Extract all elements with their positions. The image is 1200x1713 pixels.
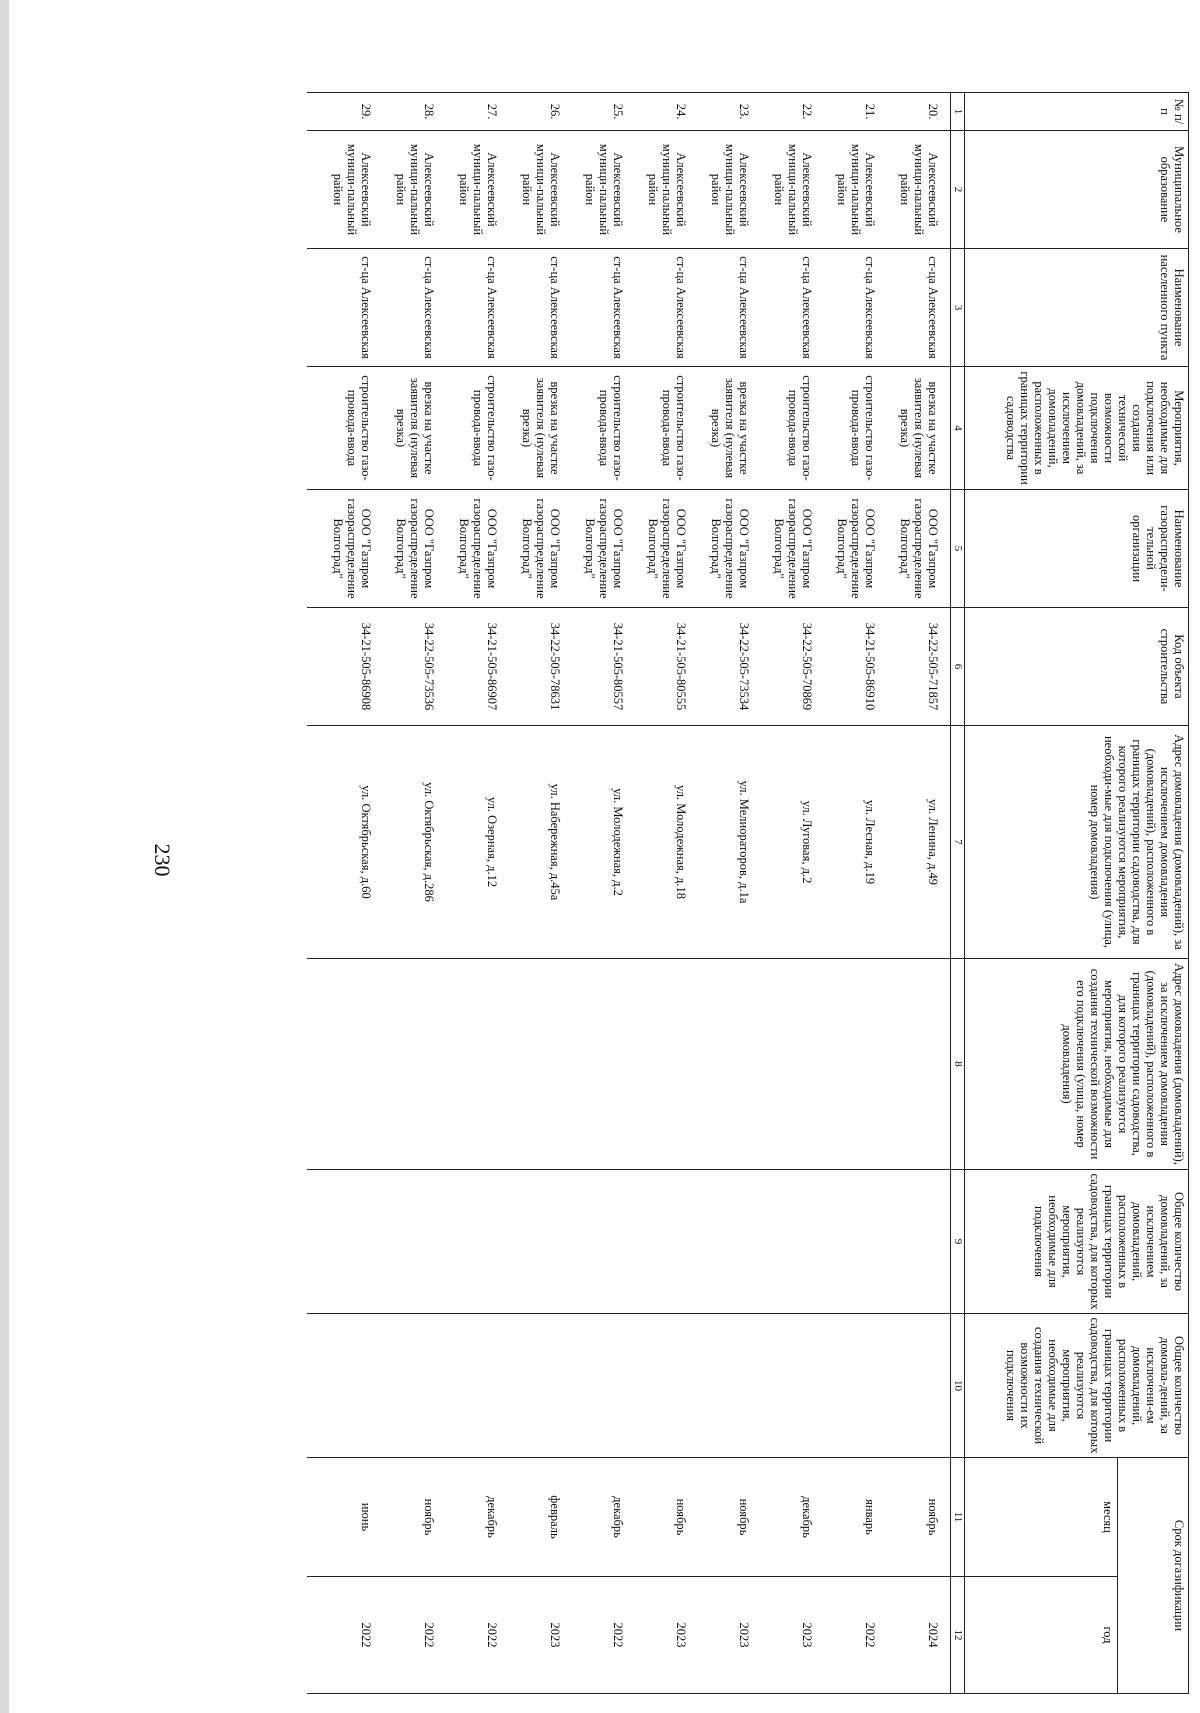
address-technical-cell [509, 959, 572, 1170]
row-number-cell: 25. [572, 93, 635, 131]
gas-distribution-org-cell: ООО "Газпром газораспределение Волгоград" [698, 490, 761, 608]
gas-distribution-org-cell: ООО "Газпром газораспределение Волгоград" [509, 490, 572, 608]
settlement-cell: ст-ца Алексеевская [887, 249, 951, 367]
municipality-cell: Алексеевский муници-пальный район [887, 131, 951, 249]
column-number: 2 [951, 131, 965, 249]
header-cell: Общее количество домовла-дений, за исключени-ем домовладений, расположенных в границах территории садоводства, для которых реализуются мероприятия, необходимые для создания технической возможности их подключения [965, 1314, 1189, 1458]
measure-cell: строительство газо-провода-ввода [307, 367, 383, 490]
address-connection-cell: ул. Лесная, д.19 [824, 726, 887, 959]
count-technical-cell [509, 1314, 572, 1458]
header-cell-year: год [965, 1577, 1118, 1694]
settlement-cell: ст-ца Алексеевская [446, 249, 509, 367]
row-number-cell: 27. [446, 93, 509, 131]
column-number: 7 [951, 726, 965, 959]
gas-distribution-org-cell: ООО "Газпром газораспределение Волгоград" [824, 490, 887, 608]
header-cell: Адрес домовладения (домовладений), за исключением домовладения (домовладений), расположенного в границах территории садоводства, для которого реализуются мероприятия, необходи-мые для подключения (улица, номер домовладения) [965, 726, 1189, 959]
municipality-cell: Алексеевский муници-пальный район [698, 131, 761, 249]
column-number: 6 [951, 608, 965, 726]
address-connection-cell: ул. Луговая, д.2 [761, 726, 824, 959]
address-technical-cell [307, 959, 383, 1170]
count-connection-cell [307, 1170, 383, 1314]
deadline-year-cell: 2022 [446, 1577, 509, 1694]
header-cell: Адрес домовладения (домовладений), за исключением домовладения (домовладений), расположенного в границах территории садоводства, для которого реализуются мероприятия, необходимые для создания технической возможности его подключения (улица, номер домовладения) [965, 959, 1189, 1170]
settlement-cell: ст-ца Алексеевская [307, 249, 383, 367]
table-row [446, 93, 509, 1694]
count-technical-cell [635, 1314, 698, 1458]
table-row [635, 93, 698, 1694]
measure-cell: строительство газо-провода-ввода [824, 367, 887, 490]
column-number: 8 [951, 959, 965, 1170]
row-number-cell: 23. [698, 93, 761, 131]
address-technical-cell [572, 959, 635, 1170]
settlement-cell: ст-ца Алексеевская [698, 249, 761, 367]
gas-distribution-org-cell: ООО "Газпром газораспределение Волгоград" [383, 490, 446, 608]
measure-cell: врезка на участке заявителя (нулевая врезка) [887, 367, 951, 490]
column-number: 3 [951, 249, 965, 367]
count-technical-cell [698, 1314, 761, 1458]
deadline-month-cell: ноябрь [383, 1458, 446, 1577]
count-technical-cell [446, 1314, 509, 1458]
address-connection-cell: ул. Озерная, д.12 [446, 726, 509, 959]
settlement-cell: ст-ца Алексеевская [383, 249, 446, 367]
count-connection-cell [572, 1170, 635, 1314]
count-connection-cell [698, 1170, 761, 1314]
table-row [887, 93, 951, 1694]
address-connection-cell: ул. Октябрьская, д.286 [383, 726, 446, 959]
measure-cell: врезка на участке заявителя (нулевая врезка) [698, 367, 761, 490]
count-technical-cell [887, 1314, 951, 1458]
address-technical-cell [698, 959, 761, 1170]
object-code-cell: 34-22-505-73536 [383, 608, 446, 726]
settlement-cell: ст-ца Алексеевская [572, 249, 635, 367]
deadline-month-cell: февраль [509, 1458, 572, 1577]
row-number-cell: 21. [824, 93, 887, 131]
table-body [307, 93, 951, 1694]
settlement-cell: ст-ца Алексеевская [509, 249, 572, 367]
object-code-cell: 34-22-505-71857 [887, 608, 951, 726]
deadline-year-cell: 2024 [887, 1577, 951, 1694]
gas-distribution-org-cell: ООО "Газпром газораспределение Волгоград" [446, 490, 509, 608]
deadline-year-cell: 2022 [824, 1577, 887, 1694]
count-technical-cell [307, 1314, 383, 1458]
row-number-cell: 24. [635, 93, 698, 131]
address-connection-cell: ул. Ленина, д.49 [887, 726, 951, 959]
header-cell: № п/п [965, 93, 1189, 131]
address-connection-cell: ул. Молодежная, д.18 [635, 726, 698, 959]
object-code-cell: 34-22-505-78631 [509, 608, 572, 726]
deadline-year-cell: 2022 [307, 1577, 383, 1694]
header-cell: Наименование населенного пункта [965, 249, 1189, 367]
header-row [1118, 93, 1189, 1694]
row-number-cell: 20. [887, 93, 951, 131]
deadline-year-cell: 2023 [509, 1577, 572, 1694]
header-cell-month: месяц [965, 1458, 1118, 1577]
row-number-cell: 22. [761, 93, 824, 131]
column-number: 10 [951, 1314, 965, 1458]
count-connection-cell [383, 1170, 446, 1314]
count-technical-cell [572, 1314, 635, 1458]
deadline-year-cell: 2022 [383, 1577, 446, 1694]
deadline-year-cell: 2023 [635, 1577, 698, 1694]
gas-distribution-org-cell: ООО "Газпром газораспределение Волгоград" [572, 490, 635, 608]
header-cell: Наименование газораспредели-тельной организации [965, 490, 1189, 608]
header-cell: Муниципальное образование [965, 131, 1189, 249]
count-connection-cell [824, 1170, 887, 1314]
deadline-month-cell: ноябрь [635, 1458, 698, 1577]
object-code-cell: 34-21-505-86907 [446, 608, 509, 726]
row-number-cell: 28. [383, 93, 446, 131]
column-number: 11 [951, 1458, 965, 1577]
object-code-cell: 34-21-505-80557 [572, 608, 635, 726]
count-technical-cell [761, 1314, 824, 1458]
measure-cell: строительство газо-провода-ввода [572, 367, 635, 490]
municipality-cell: Алексеевский муници-пальный район [635, 131, 698, 249]
deadline-month-cell: июнь [307, 1458, 383, 1577]
measure-cell: врезка на участке заявителя (нулевая врезка) [509, 367, 572, 490]
table-row [761, 93, 824, 1694]
object-code-cell: 34-22-505-73534 [698, 608, 761, 726]
count-connection-cell [887, 1170, 951, 1314]
column-number: 4 [951, 367, 965, 490]
column-number: 9 [951, 1170, 965, 1314]
deadline-month-cell: ноябрь [887, 1458, 951, 1577]
page-number: 230 [150, 843, 175, 877]
address-technical-cell [824, 959, 887, 1170]
measure-cell: врезка на участке заявителя (нулевая врезка) [383, 367, 446, 490]
object-code-cell: 34-22-505-70869 [761, 608, 824, 726]
settlement-cell: ст-ца Алексеевская [635, 249, 698, 367]
address-technical-cell [761, 959, 824, 1170]
municipality-cell: Алексеевский муници-пальный район [509, 131, 572, 249]
address-technical-cell [887, 959, 951, 1170]
municipality-cell: Алексеевский муници-пальный район [446, 131, 509, 249]
settlement-cell: ст-ца Алексеевская [824, 249, 887, 367]
count-technical-cell [383, 1314, 446, 1458]
deadline-month-cell: декабрь [446, 1458, 509, 1577]
row-number-cell: 26. [509, 93, 572, 131]
measure-cell: строительство газо-провода-ввода [635, 367, 698, 490]
count-connection-cell [761, 1170, 824, 1314]
table-row [307, 93, 383, 1694]
settlement-cell: ст-ца Алексеевская [761, 249, 824, 367]
table-row [383, 93, 446, 1694]
header-cell: Код объекта строительства [965, 608, 1189, 726]
gasification-table [307, 92, 1189, 1694]
deadline-year-cell: 2023 [761, 1577, 824, 1694]
address-connection-cell: ул. Набережная, д.45а [509, 726, 572, 959]
count-technical-cell [824, 1314, 887, 1458]
address-technical-cell [446, 959, 509, 1170]
object-code-cell: 34-21-505-86910 [824, 608, 887, 726]
municipality-cell: Алексеевский муници-пальный район [572, 131, 635, 249]
table-row [572, 93, 635, 1694]
address-connection-cell: ул. Мелиораторов, д.1а [698, 726, 761, 959]
table-row [509, 93, 572, 1694]
header-cell: Мероприятия, необходимые для подключения или создания технической возможности подключения домовладений, за исключением домовладений, расположенных в границах территории садоводства [965, 367, 1189, 490]
municipality-cell: Алексеевский муници-пальный район [307, 131, 383, 249]
object-code-cell: 34-21-505-80555 [635, 608, 698, 726]
table-row [698, 93, 761, 1694]
deadline-year-cell: 2023 [698, 1577, 761, 1694]
count-connection-cell [446, 1170, 509, 1314]
municipality-cell: Алексеевский муници-пальный район [824, 131, 887, 249]
row-number-cell: 29. [307, 93, 383, 131]
address-technical-cell [383, 959, 446, 1170]
deadline-month-cell: ноябрь [698, 1458, 761, 1577]
header-cell: Общее количество домовладений, за исключением домовладений, расположенных в границах территории садоводства, для которых реализуются мероприятия, необходимые для подключения [965, 1170, 1189, 1314]
count-connection-cell [635, 1170, 698, 1314]
measure-cell: строительство газо-провода-ввода [761, 367, 824, 490]
count-connection-cell [509, 1170, 572, 1314]
header-cell-deadline: Срок догазификации [1118, 1458, 1189, 1694]
gas-distribution-org-cell: ООО "Газпром газораспределение Волгоград" [307, 490, 383, 608]
column-number-row [951, 93, 965, 1694]
address-connection-cell: ул. Октябрьская, д.60 [307, 726, 383, 959]
gas-distribution-org-cell: ООО "Газпром газораспределение Волгоград" [887, 490, 951, 608]
column-number: 5 [951, 490, 965, 608]
gas-distribution-org-cell: ООО "Газпром газораспределение Волгоград" [635, 490, 698, 608]
deadline-month-cell: декабрь [761, 1458, 824, 1577]
address-technical-cell [635, 959, 698, 1170]
table-row [824, 93, 887, 1694]
deadline-month-cell: январь [824, 1458, 887, 1577]
gas-distribution-org-cell: ООО "Газпром газораспределение Волгоград" [761, 490, 824, 608]
object-code-cell: 34-21-505-86908 [307, 608, 383, 726]
deadline-year-cell: 2022 [572, 1577, 635, 1694]
measure-cell: строительство газо-провода-ввода [446, 367, 509, 490]
column-number: 12 [951, 1577, 965, 1694]
deadline-month-cell: декабрь [572, 1458, 635, 1577]
municipality-cell: Алексеевский муници-пальный район [761, 131, 824, 249]
address-connection-cell: ул. Молодежная, д.2 [572, 726, 635, 959]
column-number: 1 [951, 93, 965, 131]
municipality-cell: Алексеевский муници-пальный район [383, 131, 446, 249]
